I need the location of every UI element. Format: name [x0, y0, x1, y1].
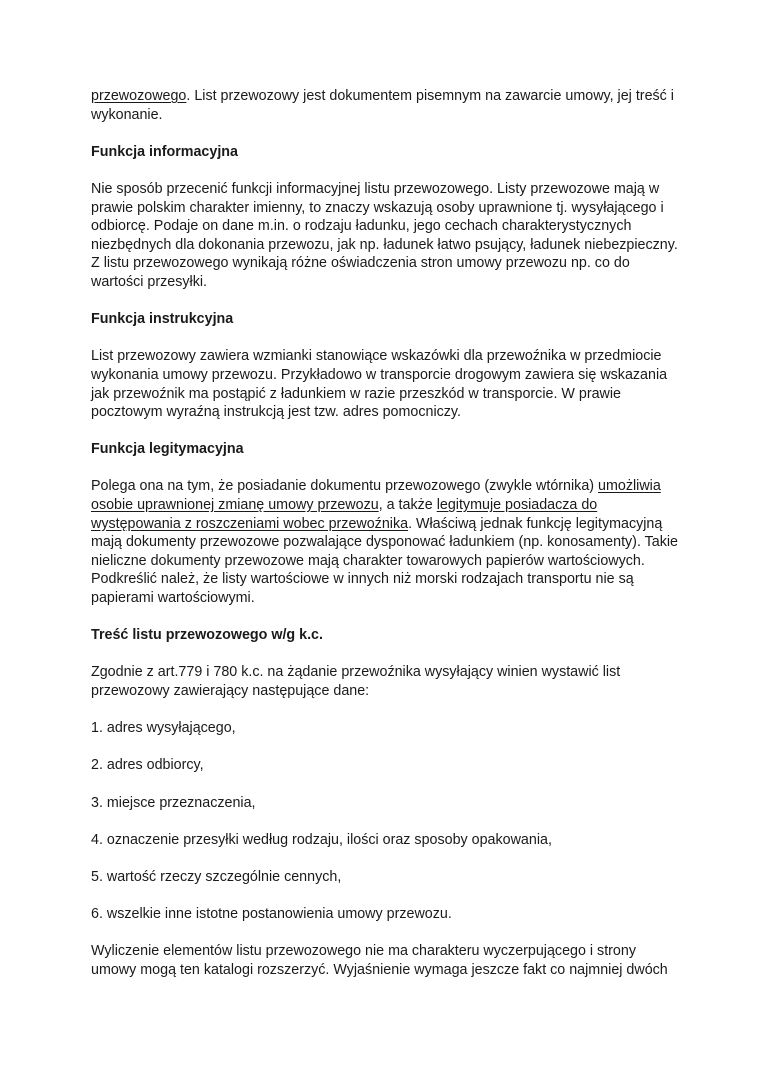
intro-paragraph: [91, 87, 680, 124]
heading-funkcja-informacyjna: Funkcja informacyjna: [91, 143, 238, 160]
zmiana-umowy-link[interactable]: umożliwia osobie uprawnionej zmianę umowy przewozu: [91, 478, 661, 514]
paragraph-informacyjna: Nie sposób przecenić funkcji informacyjnej listu przewozowego. Listy przewozowe mają w prawie polskim charakter imienny, to znaczy wskazują osoby uprawnione tj. wysyłającego i odbiorcę. Podaje on dane m.in. o rodzaju ładunku, jego cechach charakterystycznych niezbędnych dla dokonania przewozu, jak np. ładunek łatwo psujący, ładunek niebezpieczny. Z listu przewozowego wynikają różne oświadczenia stron umowy przewozu np. co do wartości przesyłki.: [91, 180, 678, 290]
required-data-list: [91, 719, 680, 924]
intro-text: . List przewozowy jest dokumentem pisemnym na zawarcie umowy, jej treść i wykonanie.: [91, 88, 674, 123]
paragraph-tresc: Zgodnie z art.779 i 780 k.c. na żądanie przewoźnika wysyłający winien wystawić list przewozowy zawierający następujące dane:: [91, 664, 621, 699]
paragraph-instrukcyjna: List przewozowy zawiera wzmianki stanowiące wskazówki dla przewoźnika w przedmiocie wykonania umowy przewozu. Przykładowo w transporcie drogowym zawiera się wskazania jak przewoźnik ma postąpić z ładunkiem w razie przeszkód w transporcie. W prawie pocztowym wyraźną instrukcją jest tzw. adres pomocniczy.: [91, 348, 668, 421]
list-item: 3. miejsce przeznaczenia,: [91, 794, 256, 811]
legit-text-3: . Właściwą jednak funkcję legitymacyjną mają dokumenty przewozowe pozwalające dysponować ładunkiem (np. konosamenty). Takie nieliczne dokumenty przewozowe mają charakter towarowych papierów wartościowych. Podkreślić należ, że listy wartościowe w innych niż morski rodzajach transportu nie są papierami wartościowymi.: [91, 515, 679, 607]
legit-text-1: Polega ona na tym, że posiadanie dokumentu przewozowego (zwykle wtórnika): [91, 478, 599, 495]
list-item: 2. adres odbiorcy,: [91, 757, 204, 774]
list-item: 5. wartość rzeczy szczególnie cennych,: [91, 868, 342, 885]
heading-funkcja-legitymacyjna: Funkcja legitymacyjna: [91, 441, 244, 458]
heading-funkcja-instrukcyjna: Funkcja instrukcyjna: [91, 311, 234, 328]
przewozowego-link[interactable]: przewozowego: [91, 88, 187, 104]
roszczenia-link[interactable]: legitymuje posiadacza do występowania z roszczeniami wobec przewoźnika: [91, 497, 598, 532]
list-item: 1. adres wysyłającego,: [91, 720, 236, 737]
list-item: 4. oznaczenie przesyłki według rodzaju, ilości oraz sposoby opakowania,: [91, 831, 552, 848]
heading-tresc-listu: Treść listu przewozowego w/g k.c.: [91, 627, 323, 644]
paragraph-legitymacyjna: [91, 477, 680, 607]
closing-paragraph: Wyliczenie elementów listu przewozowego nie ma charakteru wyczerpującego i strony umowy mogą ten katalogi rozszerzyć. Wyjaśnienie wymaga jeszcze fakt co najmniej dwóch: [91, 943, 668, 978]
list-item: 6. wszelkie inne istotne postanowienia umowy przewozu.: [91, 906, 452, 923]
legit-text-2: , a także: [378, 497, 437, 514]
